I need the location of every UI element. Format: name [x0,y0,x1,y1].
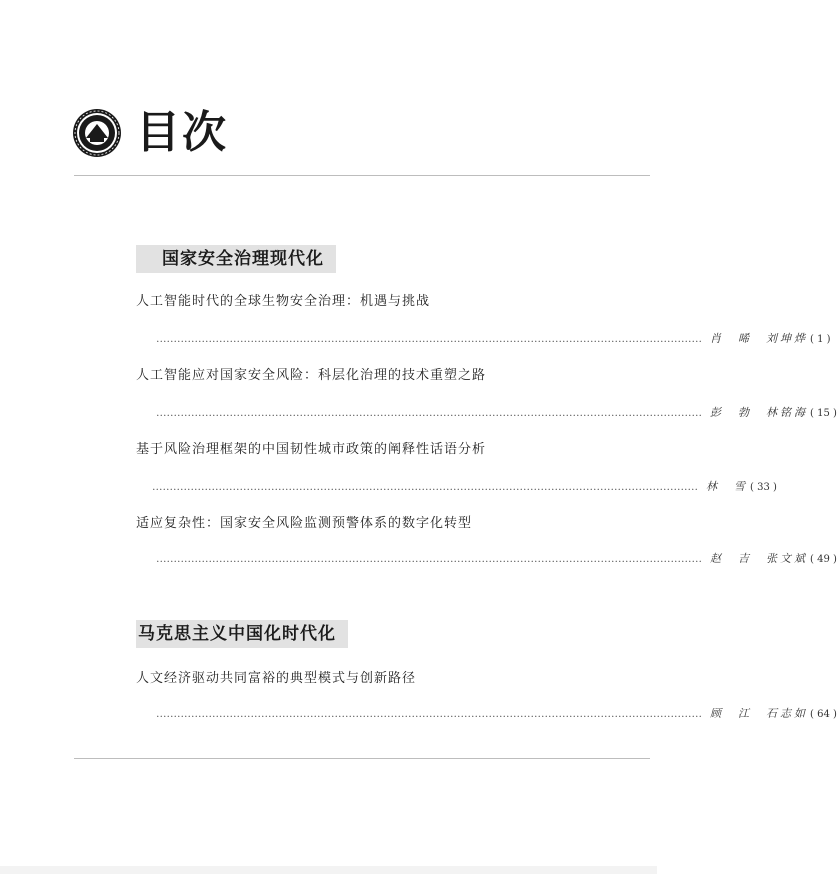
article-authors: 林 雪 [706,480,748,493]
article-authors: 肖 晞 刘坤烨 [710,332,808,345]
article-authors: 彭 勃 林铭海 [710,406,808,419]
section-articles [136,290,837,590]
page-number[interactable]: ( 49 ) [810,554,837,565]
article-title[interactable]: 人工智能应对国家安全风险：科层化治理的技术重塑之路 [136,368,487,383]
section-heading: 马克思主义中国化时代化 [136,620,348,648]
article-title[interactable]: 基于风险治理框架的中国韧性城市政策的阐释性话语分析 [136,442,487,457]
page-number[interactable]: ( 64 ) [810,709,837,720]
dot-leader: ………………………………………………………………………………………………………………………………………… [156,553,702,565]
article-authors: 赵 吉 张文斌 [710,552,808,565]
page-number[interactable]: ( 33 ) [750,482,777,493]
section-articles [136,667,837,737]
section-heading: 国家安全治理现代化 [136,245,336,273]
entry-leader-line [156,404,837,420]
article-title[interactable]: 人文经济驱动共同富裕的典型模式与创新路径 [136,671,417,686]
section-national-security [136,245,556,273]
article-authors: 顾 江 石志如 [710,707,808,720]
entry-leader-line [156,550,837,566]
footer-divider [74,758,650,759]
page-bottom-edge [0,866,657,874]
page-title: 目次 [136,107,228,158]
entry-leader-line [152,478,777,494]
header-divider [74,175,650,176]
dot-leader: ………………………………………………………………………………………………………………………………………… [156,333,702,345]
dot-leader: ………………………………………………………………………………………………………………………………………… [156,407,702,419]
section-marxism [136,620,556,648]
article-title[interactable]: 人工智能时代的全球生物安全治理：机遇与挑战 [136,294,431,309]
page-number[interactable]: ( 15 ) [810,408,837,419]
dot-leader: ………………………………………………………………………………………………………………………………………… [156,708,702,720]
entry-leader-line [156,705,837,721]
page-header [72,98,228,168]
dot-leader: ………………………………………………………………………………………………………………………………………… [152,481,698,493]
page-number[interactable]: ( 1 ) [810,334,831,345]
university-seal-logo [72,108,122,158]
article-title[interactable]: 适应复杂性：国家安全风险监测预警体系的数字化转型 [136,516,473,531]
entry-leader-line [156,330,831,346]
